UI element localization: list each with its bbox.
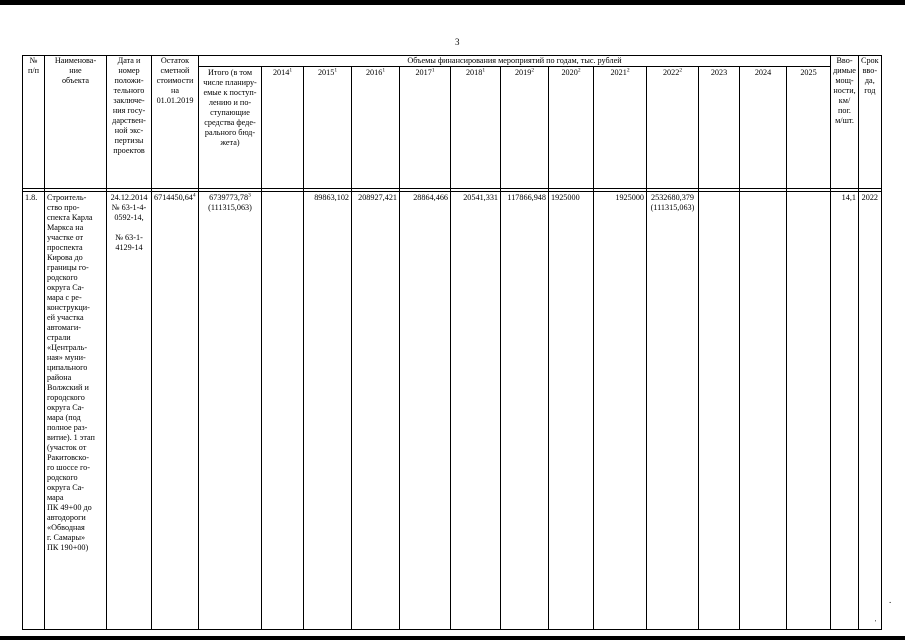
header-year-2016: 2016$^1$ — [352, 67, 400, 189]
header-year-2018: 2018$^1$ — [451, 67, 501, 189]
row-value-2016: 208927,421 — [352, 192, 400, 630]
row-value-2020: 1925000 — [549, 192, 594, 630]
row-value-2024 — [740, 192, 787, 630]
header-year-2019: 2019$^2$ — [501, 67, 549, 189]
header-year-2020: 2020$^2$ — [549, 67, 594, 189]
header-year-2021: 2021$^2$ — [594, 67, 647, 189]
row-expertise-date-second: № 63-1- 4129-14 — [115, 233, 143, 252]
row-value-2025 — [787, 192, 831, 630]
row-expertise-date — [107, 192, 152, 630]
header-row-group — [23, 56, 882, 67]
header-remaining-cost: Остаток сметной стоимости на 01.01.2019 — [152, 56, 199, 189]
table-row — [23, 192, 882, 630]
header-commission-term: Срок вво- да, год — [859, 56, 882, 189]
header-year-2024: 2024 — [740, 67, 787, 189]
header-capacity: Вво- димые мощ- ности, км/ пог. м/шт. — [831, 56, 859, 189]
row-value-2015: 89863,102 — [304, 192, 352, 630]
row-value-2023 — [699, 192, 740, 630]
funding-table — [22, 55, 882, 630]
row-expertise-date-first: 24.12.2014 № 63-1-4- 0592-14, — [110, 193, 148, 222]
header-year-2025: 2025 — [787, 67, 831, 189]
row-total: 6739773,78$^3$ (111315,063) — [199, 192, 262, 630]
bottom-border-bar — [0, 636, 905, 640]
header-year-2022: 2022$^2$ — [647, 67, 699, 189]
header-object-name: Наименова- ние объекта — [45, 56, 107, 189]
header-year-2023: 2023 — [699, 67, 740, 189]
header-funding-group: Объемы финансирования мероприятий по годам, тыс. рублей — [199, 56, 831, 67]
row-value-2018: 20541,331 — [451, 192, 501, 630]
header-year-2015: 2015$^1$ — [304, 67, 352, 189]
page-tick-mark: ' — [875, 619, 877, 627]
row-value-2021: 1925000 — [594, 192, 647, 630]
header-year-2017: 2017$^1$ — [400, 67, 451, 189]
page-number: 3 — [455, 37, 460, 47]
row-num: 1.8. — [23, 192, 45, 630]
row-capacity: 14,1 — [831, 192, 859, 630]
row-total-federal: (111315,063) — [208, 203, 252, 212]
header-num: № п/п — [23, 56, 45, 189]
row-commission-term: 2022 — [859, 192, 882, 630]
row-value-2014 — [262, 192, 304, 630]
row-value-2017: 28864,466 — [400, 192, 451, 630]
header-year-2014: 2014$^1$ — [262, 67, 304, 189]
header-total: Итого (в том числе планиру- емые к поступ- лению и по- ступающие средства феде- рального бюд- жета) — [199, 67, 262, 189]
row-value-2019: 117866,948 — [501, 192, 549, 630]
row-object-name: Строитель- ство про- спекта Карла Маркса на участке от проспекта Кирова до границы го- родского округа Са- мара с ре- конструкци- ей участка автомаги- страли «Централь- ная» муни- ципального района Волжский и городского округа Са- мара (под полное раз- витие). 1 этап (участок от Ракитовско- го шоссе го- родского округа Са- мара ПК 49+00 до автодороги «Обводная г. Самары» ПК 190+00) — [45, 192, 107, 630]
row-remaining-cost: 6714450,64$^4$ — [152, 192, 199, 630]
top-border-bar — [0, 0, 905, 5]
header-expertise-date: Дата и номер положи- тельного заключе- ния госу- дарствен- ной экс- пертизы проектов — [107, 56, 152, 189]
page-dot-mark: . — [889, 595, 892, 605]
row-value-2022-federal: (111315,063) — [650, 203, 695, 212]
row-value-2022: 2532680,379 (111315,063) — [647, 192, 699, 630]
